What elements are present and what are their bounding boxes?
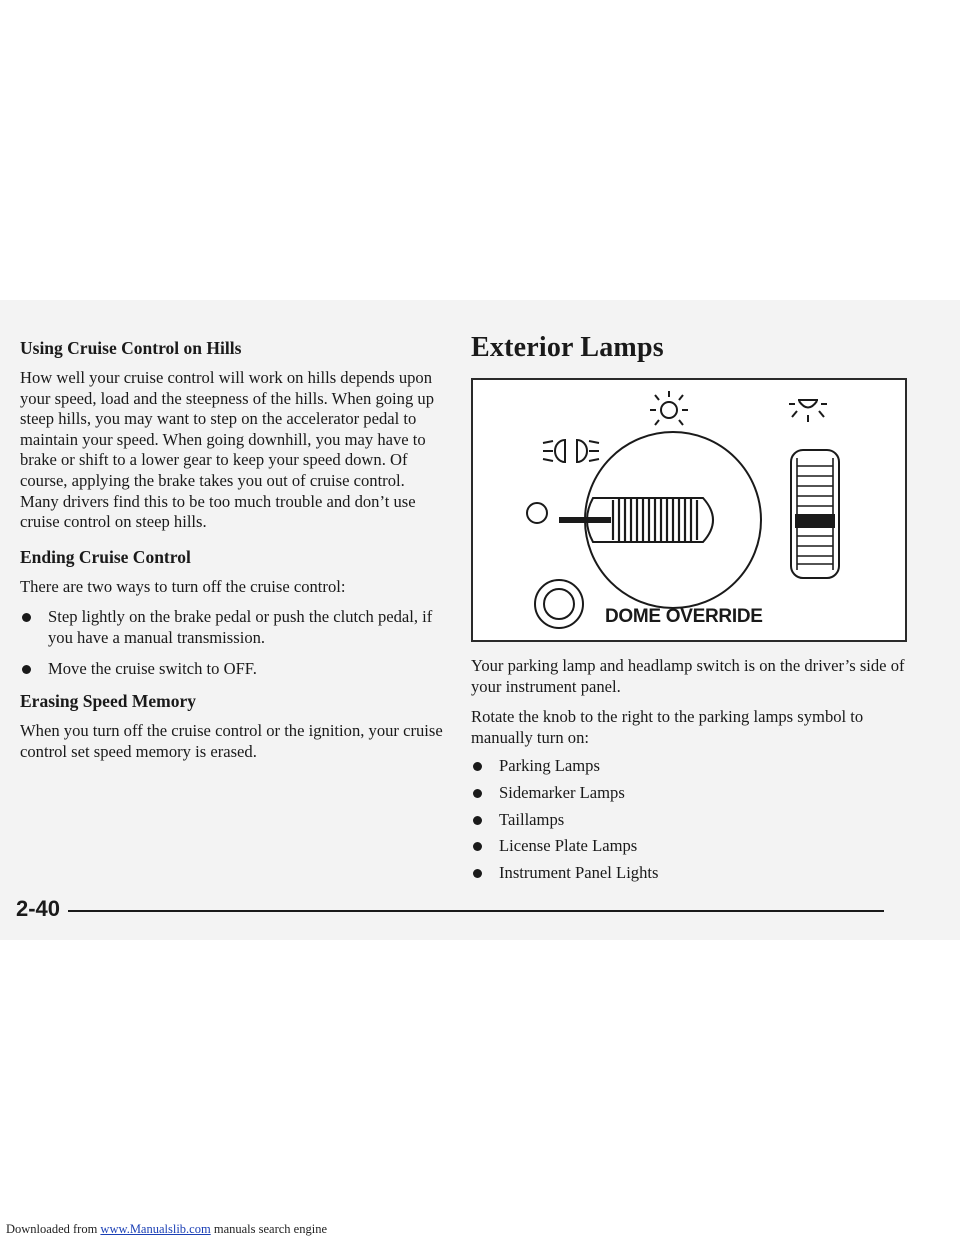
page-footer xyxy=(16,896,884,926)
page-number: 2-40 xyxy=(16,896,61,921)
paragraph-rotate-knob: Rotate the knob to the right to the parking lamps symbol to manually turn on: xyxy=(471,707,864,747)
right-column xyxy=(471,332,911,895)
dome-override-button-icon[interactable] xyxy=(535,580,583,628)
bullet-icon xyxy=(22,665,31,674)
list-item-text: Instrument Panel Lights xyxy=(499,862,659,882)
left-column xyxy=(20,338,445,776)
dome-override-label: DOME OVERRIDE xyxy=(605,606,763,627)
list-item-text: Parking Lamps xyxy=(499,756,600,776)
manualslib-link[interactable]: www.Manualslib.com xyxy=(100,1222,211,1236)
list-item-text: Sidemarker Lamps xyxy=(499,782,625,802)
list-item xyxy=(20,607,445,648)
bullet-icon xyxy=(473,842,482,851)
off-circle-icon xyxy=(527,503,547,523)
panel-dimmer-icon xyxy=(789,400,827,422)
lamp-bullet-list xyxy=(471,756,911,883)
bullet-icon xyxy=(22,613,31,622)
panel-dimmer-wheel[interactable] xyxy=(791,450,839,578)
list-item-text: Taillamps xyxy=(499,809,565,829)
headlamp-icon xyxy=(543,440,599,462)
list-item-text: Step lightly on the brake pedal or push the clutch pedal, if you have a manual transmission. xyxy=(48,607,433,647)
heading-erasing-memory: Erasing Speed Memory xyxy=(20,691,196,712)
headlamp-knob[interactable] xyxy=(559,498,713,542)
paragraph-cruise-hills: How well your cruise control will work on hills depends upon your speed, load and the steepness of the hills. When going up steep hills, you may want to step on the accelerator pedal to maintain your speed. When going downhill, you may have to brake or shift to a lower gear to keep your speed down. Of course, applying the brake takes you out of cruise control. Many drivers find this to be too much trouble and don’t use cruise control on steep hills. xyxy=(20,368,434,532)
bullet-icon xyxy=(473,789,482,798)
download-note xyxy=(6,1222,327,1237)
bullet-icon xyxy=(473,869,482,878)
paragraph-erasing-memory: When you turn off the cruise control or the ignition, your cruise control set speed memory is erased. xyxy=(20,721,443,761)
download-note-prefix: Downloaded from xyxy=(6,1222,101,1236)
bullet-icon xyxy=(473,762,482,771)
heading-cruise-hills: Using Cruise Control on Hills xyxy=(20,338,242,358)
paragraph-switch-location: Your parking lamp and headlamp switch is on the driver’s side of your instrument panel. xyxy=(471,656,905,696)
bullet-icon xyxy=(473,816,482,825)
list-item-text: Move the cruise switch to OFF. xyxy=(48,658,257,678)
list-item xyxy=(471,810,911,831)
dome-lamp-icon xyxy=(650,391,688,425)
list-item-text: License Plate Lamps xyxy=(499,836,638,856)
list-item xyxy=(471,836,911,857)
heading-ending-cruise: Ending Cruise Control xyxy=(20,546,191,567)
download-note-suffix: manuals search engine xyxy=(210,1222,327,1236)
list-item xyxy=(471,783,911,804)
lamp-switch-figure xyxy=(471,378,907,642)
paragraph-ending-intro: There are two ways to turn off the cruise control: xyxy=(20,576,346,596)
footer-rule xyxy=(68,910,884,912)
list-item xyxy=(471,863,911,884)
section-cruise-hills xyxy=(20,338,445,533)
section-title: Exterior Lamps xyxy=(471,332,664,363)
ending-bullet-list xyxy=(20,607,445,679)
section-ending-cruise xyxy=(20,547,445,679)
lamp-switch-illustration xyxy=(473,380,905,640)
list-item xyxy=(20,659,445,680)
list-item xyxy=(471,756,911,777)
section-erasing-memory xyxy=(20,691,445,762)
